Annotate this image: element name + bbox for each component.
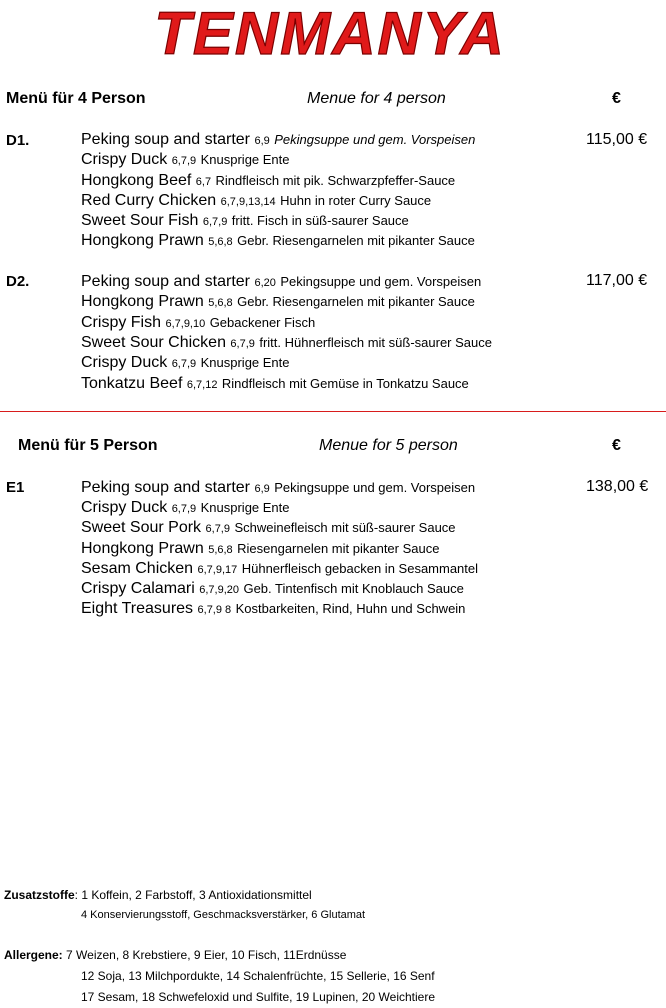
dish-name: Eight Treasures xyxy=(81,600,194,617)
dish-name: Hongkong Beef xyxy=(81,172,192,189)
section-title-en: Menue for 4 person xyxy=(307,90,446,107)
allergens-label: Allergene: xyxy=(4,948,63,962)
additives-line-1: : 1 Koffein, 2 Farbstoff, 3 Antioxidationsmittel xyxy=(74,888,312,902)
dish-allergens: 6,20 xyxy=(254,277,276,289)
additives-line-2: 4 Konservierungsstoff, Geschmacksverstärker, 6 Glutamat xyxy=(81,909,366,921)
dish-name: Sweet Sour Fish xyxy=(81,212,199,229)
dish-name: Peking soup and starter xyxy=(81,273,250,290)
dish-line xyxy=(81,171,455,192)
dish-allergens: 6,7,9,10 xyxy=(165,318,206,330)
dish-name: Hongkong Prawn xyxy=(81,540,204,557)
dish-line xyxy=(81,353,290,374)
dish-line xyxy=(81,130,475,151)
dish-name: Hongkong Prawn xyxy=(81,293,204,310)
allergens-line-1: 7 Weizen, 8 Krebstiere, 9 Eier, 10 Fisch, 11Erdnüsse xyxy=(62,948,347,962)
dish-name: Red Curry Chicken xyxy=(81,192,217,209)
dish-line xyxy=(81,539,439,560)
dish-line xyxy=(81,498,290,519)
dish-description: Gebackener Fisch xyxy=(209,315,316,330)
logo-image xyxy=(136,0,524,64)
dish-name: Sesam Chicken xyxy=(81,560,194,577)
menu-price: 138,00 € xyxy=(586,478,649,495)
section-divider xyxy=(0,411,666,412)
menu-code: E1 xyxy=(6,479,25,496)
dish-description: Knusprige Ente xyxy=(200,500,290,515)
allergens-note xyxy=(4,948,346,962)
dish-allergens: 6,9 xyxy=(254,483,270,495)
dish-name: Peking soup and starter xyxy=(81,479,250,496)
dish-description: Rindfleisch mit pik. Schwarzpfeffer-Sauce xyxy=(215,173,456,188)
allergens-line-3: 17 Sesam, 18 Schwefeloxid und Sulfite, 19 Lupinen, 20 Weichtiere xyxy=(81,990,435,1004)
dish-name: Tonkatzu Beef xyxy=(81,375,183,392)
dish-description: Pekingsuppe und gem. Vorspeisen xyxy=(274,132,476,147)
dish-description: Pekingsuppe und gem. Vorspeisen xyxy=(274,480,476,495)
dish-allergens: 6,7,9 8 xyxy=(197,604,232,616)
menu-code: D2. xyxy=(6,273,30,290)
dish-line xyxy=(81,313,315,334)
dish-allergens: 6,9 xyxy=(254,135,270,147)
dish-allergens: 6,7,9 xyxy=(171,503,197,515)
dish-allergens: 5,6,8 xyxy=(208,236,233,248)
dish-allergens: 6,7,9 xyxy=(202,216,228,228)
logo-text: TENMANYA xyxy=(154,0,506,64)
dish-allergens: 6,7,9 xyxy=(171,358,197,370)
dish-line xyxy=(81,518,456,539)
dish-name: Peking soup and starter xyxy=(81,131,250,148)
allergens-line-2: 12 Soja, 13 Milchpordukte, 14 Schalenfrüchte, 15 Sellerie, 16 Senf xyxy=(81,969,435,983)
dish-description: Geb. Tintenfisch mit Knoblauch Sauce xyxy=(243,581,464,596)
dish-line xyxy=(81,599,465,620)
additives-label: Zusatzstoffe xyxy=(4,888,75,902)
dish-name: Hongkong Prawn xyxy=(81,232,204,249)
menu-price: 117,00 € xyxy=(586,272,648,289)
additives-note xyxy=(4,888,312,902)
dish-description: Knusprige Ente xyxy=(200,152,290,167)
dish-description: fritt. Fisch in süß-saurer Sauce xyxy=(231,213,409,228)
dish-line xyxy=(81,191,431,212)
dish-allergens: 5,6,8 xyxy=(208,297,233,309)
dish-description: Huhn in roter Curry Sauce xyxy=(280,193,432,208)
dish-line xyxy=(81,272,481,293)
dish-line xyxy=(81,579,464,600)
dish-allergens: 6,7,9,17 xyxy=(197,564,238,576)
dish-name: Sweet Sour Chicken xyxy=(81,334,226,351)
section-title-en: Menue for 5 person xyxy=(319,437,458,454)
dish-name: Crispy Duck xyxy=(81,354,168,371)
dish-description: Gebr. Riesengarnelen mit pikanter Sauce xyxy=(237,294,475,309)
dish-line xyxy=(81,292,475,313)
section-title-de: Menü für 5 Person xyxy=(18,437,158,454)
dish-description: Hühnerfleisch gebacken in Sesammantel xyxy=(241,561,479,576)
brand-logo xyxy=(136,0,524,64)
dish-allergens: 5,6,8 xyxy=(208,544,233,556)
menu-price: 115,00 € xyxy=(586,131,648,148)
dish-description: fritt. Hühnerfleisch mit süß-saurer Sauce xyxy=(259,335,492,350)
dish-description: Kostbarkeiten, Rind, Huhn und Schwein xyxy=(235,601,466,616)
currency-symbol: € xyxy=(612,437,621,454)
dish-description: Rindfleisch mit Gemüse in Tonkatzu Sauce xyxy=(221,376,469,391)
dish-name: Crispy Fish xyxy=(81,314,162,331)
dish-line xyxy=(81,231,475,252)
dish-line xyxy=(81,211,409,232)
dish-allergens: 6,7 xyxy=(195,176,212,188)
dish-allergens: 6,7,9,20 xyxy=(199,584,240,596)
dish-description: Gebr. Riesengarnelen mit pikanter Sauce xyxy=(237,233,475,248)
dish-description: Knusprige Ente xyxy=(200,355,290,370)
dish-allergens: 6,7,12 xyxy=(186,379,218,391)
dish-allergens: 6,7,9 xyxy=(205,523,230,535)
currency-symbol: € xyxy=(612,90,621,107)
dish-line xyxy=(81,150,290,171)
dish-name: Crispy Duck xyxy=(81,499,168,516)
dish-line xyxy=(81,374,469,395)
dish-line xyxy=(81,333,492,354)
dish-name: Sweet Sour Pork xyxy=(81,519,202,536)
dish-allergens: 6,7,9,13,14 xyxy=(220,196,276,208)
menu-code: D1. xyxy=(6,132,30,149)
dish-line xyxy=(81,478,475,499)
dish-allergens: 6,7,9 xyxy=(230,338,255,350)
dish-description: Pekingsuppe und gem. Vorspeisen xyxy=(280,274,482,289)
dish-line xyxy=(81,559,478,580)
dish-name: Crispy Calamari xyxy=(81,580,195,597)
dish-description: Riesengarnelen mit pikanter Sauce xyxy=(237,541,440,556)
dish-name: Crispy Duck xyxy=(81,151,168,168)
dish-allergens: 6,7,9 xyxy=(171,155,197,167)
section-title-de: Menü für 4 Person xyxy=(6,90,146,107)
dish-description: Schweinefleisch mit süß-saurer Sauce xyxy=(234,520,456,535)
